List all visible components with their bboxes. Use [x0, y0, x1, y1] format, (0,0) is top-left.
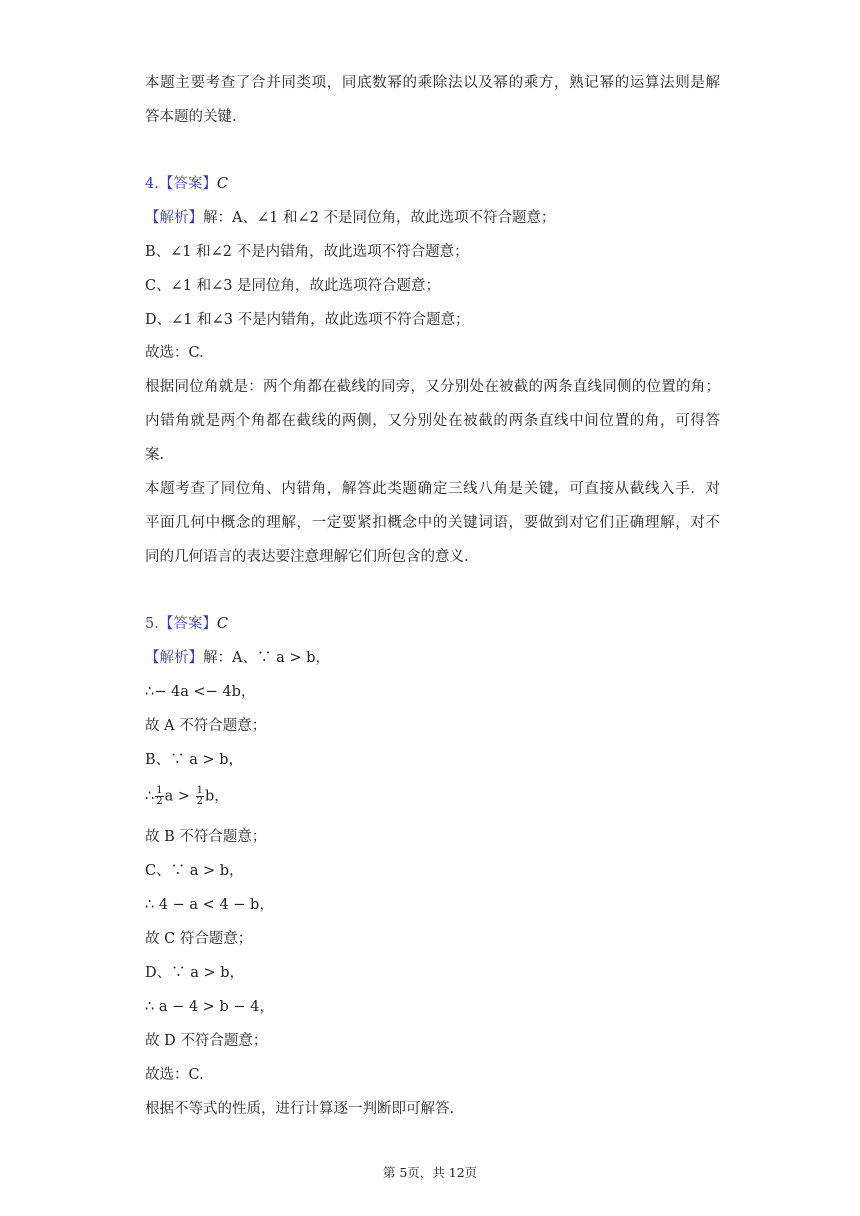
q5-fraction-2-den: 2: [196, 796, 203, 807]
q4-line-7: 内错角就是两个角都在截线的两侧，又分别处在被截的两条直线中间位置的角，可得答: [145, 413, 720, 429]
q4-line-11: 同的几何语言的表达要注意理解它们所包含的意义.: [145, 549, 469, 565]
q5-line-4: B、∵ a > b，: [145, 752, 244, 768]
q4-line-6: 根据同位角就是：两个角都在截线的同旁，又分别处在被截的两条直线同侧的位置的角；: [145, 379, 720, 395]
page-footer: 第 5页，共 12页: [382, 1165, 478, 1180]
q5-frac-mid-a: a >: [164, 788, 191, 805]
q5-line-2: ∴− 4a <− 4b，: [145, 684, 256, 700]
q5-frac-prefix: ∴: [145, 788, 155, 805]
q5-fraction-1-num: 1: [156, 785, 163, 796]
q5-line-8: ∴ 4 − a < 4 − b，: [145, 897, 274, 913]
q5-answer-value: C: [216, 616, 228, 632]
q5-fraction-2-num: 1: [196, 785, 203, 796]
q5-fraction-1-den: 2: [156, 796, 163, 807]
q5-line-11: ∴ a − 4 > b − 4，: [145, 999, 274, 1015]
q4-answer-value: C: [216, 176, 228, 192]
q4-line-3: C、∠1 和∠3 是同位角，故此选项符合题意；: [145, 278, 441, 294]
q4-line-10: 平面几何中概念的理解，一定要紧扣概念中的关键词语，要做到对它们正确理解，对不: [145, 515, 720, 531]
q4-analysis-tag: 【解析】: [145, 210, 203, 226]
q5-line-7: C、∵ a > b，: [145, 863, 244, 879]
q5-analysis-tag: 【解析】: [145, 650, 203, 666]
q5-line-12: 故 D 不符合题意；: [145, 1033, 268, 1049]
q5-fraction-1: [155, 786, 163, 807]
q4-line-9: 本题考查了同位角、内错角，解答此类题确定三线八角是关键，可直接从截线入手．对: [145, 481, 720, 497]
q4-line-8: 案.: [145, 447, 165, 463]
q4-answer-label: 4.【答案】: [145, 176, 217, 192]
q5-line-6: 故 B 不符合题意；: [145, 829, 267, 845]
intro-line-2: 答本题的关键.: [145, 109, 237, 125]
q4-line-4: D、∠1 和∠3 不是内错角，故此选项不符合题意；: [145, 312, 470, 328]
intro-line-1: 本题主要考查了合并同类项，同底数幂的乘除法以及幂的乘方，熟记幂的运算法则是解: [145, 75, 720, 91]
q4-line-1: [145, 208, 720, 228]
q5-line-9: 故 C 符合题意；: [145, 931, 253, 947]
q5-line-13: 故选：C.: [145, 1067, 204, 1083]
q5-line-1-text: 解：A、∵ a > b，: [203, 650, 330, 666]
q4-line-1-text: 解：A、∠1 和∠2 不是同位角，故此选项不符合题意；: [203, 210, 556, 226]
q5-fraction-line: [145, 786, 720, 807]
q5-fraction-2: [196, 786, 204, 807]
q4-line-2: B、∠1 和∠2 不是内错角，故此选项不符合题意；: [145, 244, 469, 260]
q5-line-14: 根据不等式的性质，进行计算逐一判断即可解答.: [145, 1101, 455, 1117]
q4-heading: [145, 174, 720, 194]
q5-frac-mid-b: b，: [205, 788, 229, 805]
q5-line-10: D、∵ a > b，: [145, 965, 245, 981]
q4-line-5: 故选：C.: [145, 345, 204, 361]
q5-heading: [145, 614, 720, 634]
q5-line-3: 故 A 不符合题意；: [145, 718, 267, 734]
q5-answer-label: 5.【答案】: [145, 616, 217, 632]
q5-line-1: [145, 648, 720, 668]
